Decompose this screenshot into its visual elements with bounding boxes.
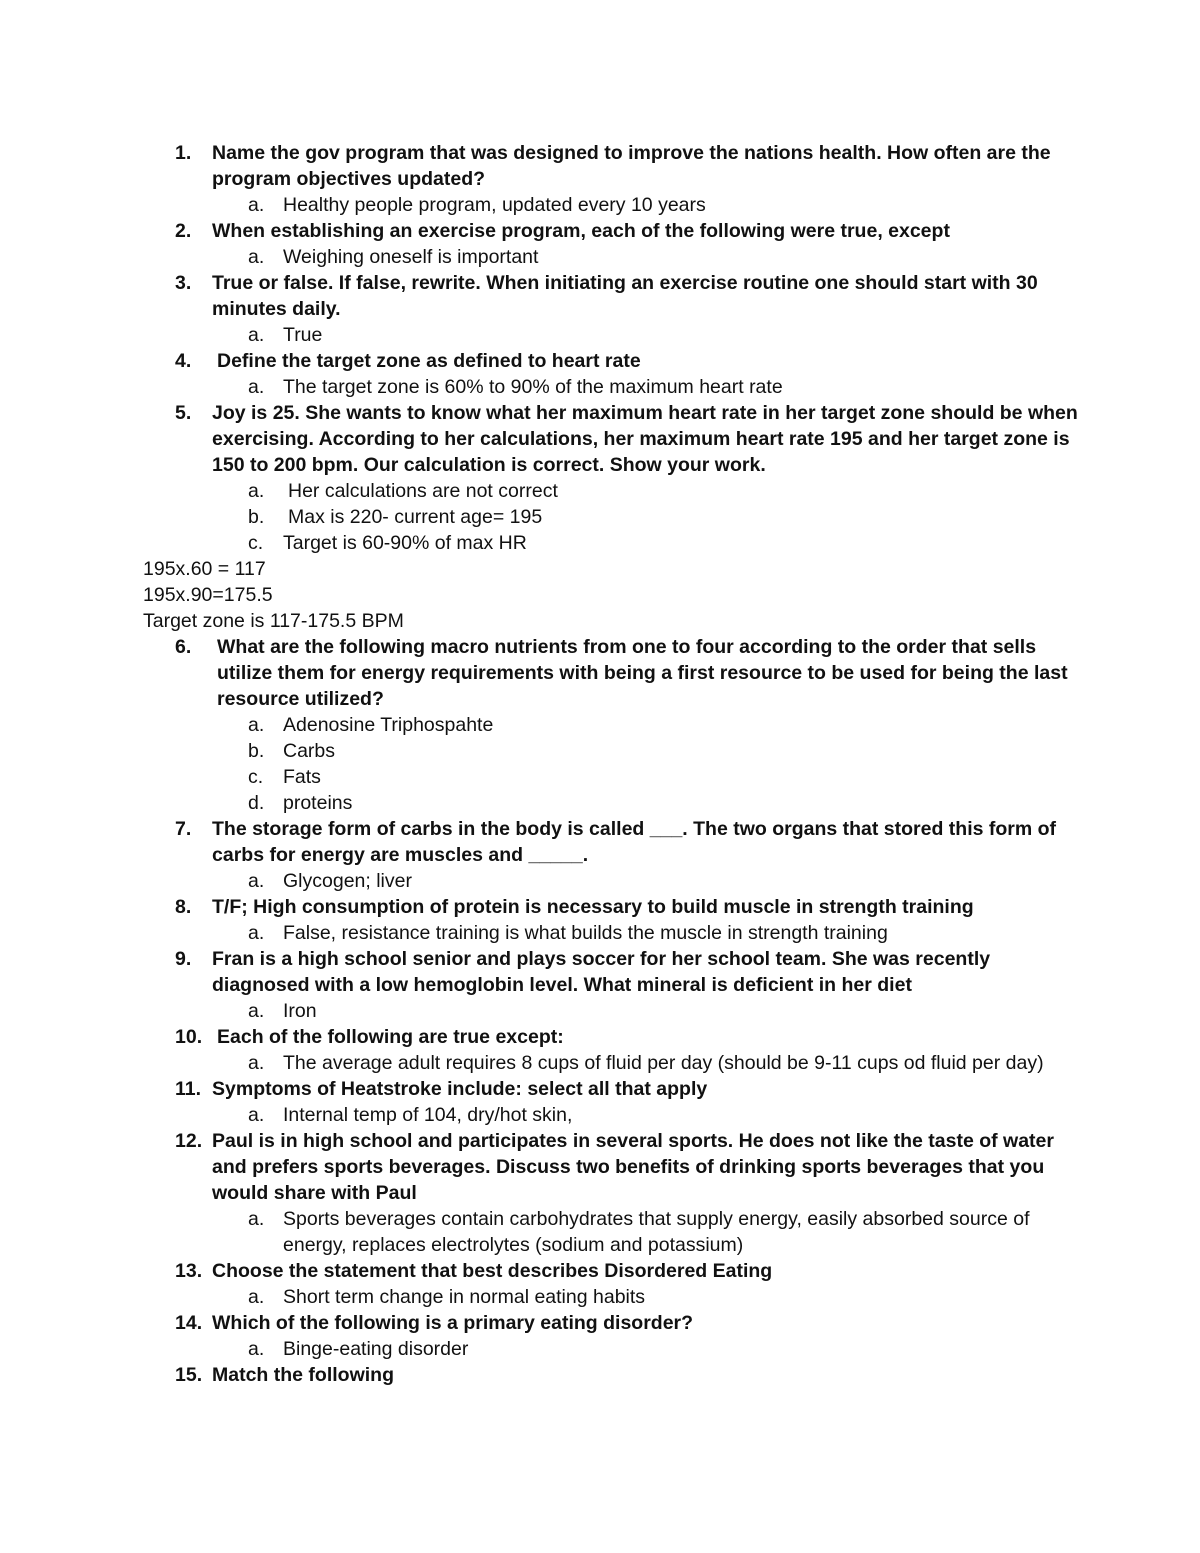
answer-text: False, resistance training is what builds the muscle in strength training (283, 922, 888, 944)
answer-item (0, 712, 1200, 738)
answer-text: Sports beverages contain carbohydrates that supply energy, easily absorbed source of energy, replaces electrolytes (sodium and potassium) (283, 1208, 1030, 1256)
question-text: Choose the statement that best describes Disordered Eating (212, 1260, 773, 1282)
answer-letter: a. (248, 1000, 265, 1022)
work-line: 195x.60 = 117 (143, 558, 266, 580)
answer-text: Fats (283, 766, 321, 788)
question-11 (0, 1076, 1200, 1102)
answer-letter: a. (248, 324, 265, 346)
answer-item (0, 244, 1200, 270)
answer-text: Healthy people program, updated every 10 years (283, 194, 706, 216)
answer-letter: a. (248, 1208, 265, 1230)
answer-letter: a. (248, 480, 265, 502)
question-text: The storage form of carbs in the body is called ___. The two organs that stored this form of carbs for energy are muscles and _____. (212, 818, 1057, 866)
question-3 (0, 270, 1200, 322)
question-15 (0, 1362, 1200, 1388)
question-text: Match the following (212, 1364, 394, 1386)
question-text: Symptoms of Heatstroke include: select all that apply (212, 1078, 708, 1100)
question-text: T/F; High consumption of protein is necessary to build muscle in strength training (212, 896, 974, 918)
question-number: 7. (175, 818, 192, 840)
answer-text: Max is 220- current age= 195 (288, 506, 543, 528)
question-text: Paul is in high school and participates in several sports. He does not like the taste of water and prefers sports beverages. Discuss two benefits of drinking sports beverages that you would share with Paul (212, 1130, 1054, 1204)
answer-text: Glycogen; liver (283, 870, 412, 892)
question-number: 2. (175, 220, 192, 242)
answer-text: True (283, 324, 323, 346)
answer-letter: a. (248, 870, 265, 892)
answer-letter: a. (248, 246, 265, 268)
answer-item (0, 1050, 1200, 1076)
question-14 (0, 1310, 1200, 1336)
work-line: 195x.90=175.5 (143, 584, 273, 606)
answer-item (0, 1206, 1200, 1258)
question-1 (0, 140, 1200, 192)
answer-text: Target is 60-90% of max HR (283, 532, 527, 554)
question-text: What are the following macro nutrients from one to four according to the order that sells utilize them for energy requirements with being a first resource to be used for being the last resource utilized? (217, 636, 1068, 710)
answer-item (0, 868, 1200, 894)
answer-text: Iron (283, 1000, 317, 1022)
answer-letter: c. (248, 532, 264, 554)
question-text: Which of the following is a primary eating disorder? (212, 1312, 694, 1334)
question-7 (0, 816, 1200, 868)
answer-item (0, 192, 1200, 218)
answer-letter: a. (248, 1052, 265, 1074)
question-8 (0, 894, 1200, 920)
work-line: Target zone is 117-175.5 BPM (143, 610, 404, 632)
answer-letter: a. (248, 1104, 265, 1126)
answer-text: Her calculations are not correct (288, 480, 558, 502)
question-text: Fran is a high school senior and plays soccer for her school team. She was recently diagnosed with a low hemoglobin level. What mineral is deficient in her diet (212, 948, 991, 996)
answer-item (0, 920, 1200, 946)
answer-text: Adenosine Triphospahte (283, 714, 494, 736)
question-number: 9. (175, 948, 192, 970)
question-number: 15. (175, 1364, 203, 1386)
answer-text: Internal temp of 104, dry/hot skin, (283, 1104, 573, 1126)
question-number: 11. (175, 1078, 202, 1100)
question-9 (0, 946, 1200, 998)
question-13 (0, 1258, 1200, 1284)
question-10 (0, 1024, 1200, 1050)
answer-item (0, 1336, 1200, 1362)
answer-text: Weighing oneself is important (283, 246, 539, 268)
answer-letter: a. (248, 714, 265, 736)
question-2 (0, 218, 1200, 244)
answer-text: Carbs (283, 740, 336, 762)
answer-item (0, 1284, 1200, 1310)
question-text: Each of the following are true except: (217, 1026, 564, 1048)
answer-item (0, 764, 1200, 790)
answer-text: The target zone is 60% to 90% of the maximum heart rate (283, 376, 783, 398)
question-text: True or false. If false, rewrite. When initiating an exercise routine one should start with 30 minutes daily. (212, 272, 1038, 320)
answer-item (0, 530, 1200, 556)
question-number: 12. (175, 1130, 203, 1152)
question-5 (0, 400, 1200, 478)
answer-letter: a. (248, 1286, 265, 1308)
question-number: 14. (175, 1312, 203, 1334)
answer-text: Short term change in normal eating habits (283, 1286, 646, 1308)
question-number: 5. (175, 402, 192, 424)
answer-item (0, 374, 1200, 400)
question-number: 13. (175, 1260, 203, 1282)
answer-letter: b. (248, 740, 265, 762)
answer-item (0, 322, 1200, 348)
question-number: 3. (175, 272, 192, 294)
answer-letter: a. (248, 194, 265, 216)
answer-item (0, 998, 1200, 1024)
question-text: Define the target zone as defined to heart rate (217, 350, 641, 372)
document-page (0, 140, 1200, 1388)
answer-letter: a. (248, 376, 265, 398)
answer-letter: d. (248, 792, 265, 814)
answer-letter: b. (248, 506, 265, 528)
question-4 (0, 348, 1200, 374)
question-text: When establishing an exercise program, each of the following were true, except (212, 220, 950, 242)
question-text: Joy is 25. She wants to know what her maximum heart rate in her target zone should be when exercising. According to her calculations, her maximum heart rate 195 and her target zone is 150 to 200 bpm. Our calculation is correct. Show your work. (212, 402, 1078, 476)
question-number: 10. (175, 1026, 203, 1048)
question-number: 6. (175, 636, 192, 658)
question-number: 1. (175, 142, 192, 164)
question-text: Name the gov program that was designed to improve the nations health. How often are the program objectives updated? (212, 142, 1051, 190)
answer-item (0, 738, 1200, 764)
answer-text: The average adult requires 8 cups of fluid per day (should be 9-11 cups od fluid per day) (283, 1052, 1044, 1074)
answer-letter: a. (248, 922, 265, 944)
answer-text: proteins (283, 792, 353, 814)
question-number: 8. (175, 896, 192, 918)
answer-item (0, 1102, 1200, 1128)
question-12 (0, 1128, 1200, 1206)
question-6 (0, 634, 1200, 712)
answer-item (0, 790, 1200, 816)
answer-letter: a. (248, 1338, 265, 1360)
answer-item (0, 478, 1200, 504)
question-number: 4. (175, 350, 192, 372)
answer-item (0, 504, 1200, 530)
answer-text: Binge-eating disorder (283, 1338, 469, 1360)
answer-letter: c. (248, 766, 264, 788)
